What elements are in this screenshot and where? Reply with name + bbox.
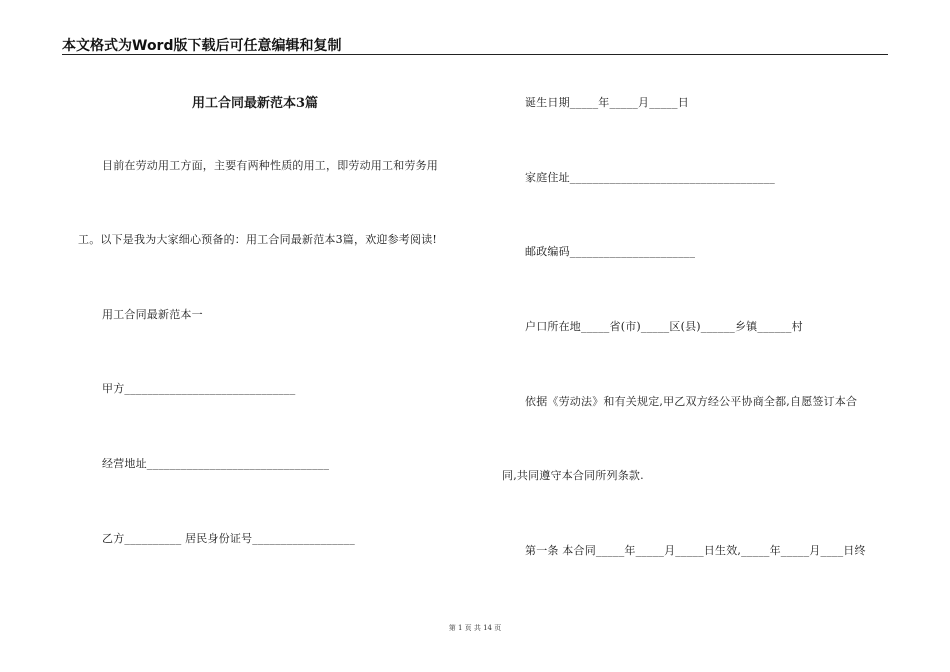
- party-a-line: 甲方______________________________: [102, 382, 296, 395]
- party-b-line: 乙方__________ 居民身份证号__________________: [102, 532, 355, 545]
- birth-date-line: 诞生日期_____年_____月_____日: [525, 96, 689, 109]
- section-title: 用工合同最新范本一: [102, 308, 203, 321]
- business-address-line: 经营地址________________________________: [102, 457, 330, 470]
- intro-line-1: 目前在劳动用工方面，主要有两种性质的用工，即劳动用工和劳务用: [102, 159, 438, 172]
- page-header: [62, 35, 888, 55]
- article-one-line: 第一条 本合同_____年_____月_____日生效,_____年_____月____日终: [525, 544, 866, 557]
- home-address-line: 家庭住址____________________________________: [525, 171, 775, 184]
- page-footer: 第 1 页 共 14 页: [448, 624, 502, 632]
- intro-line-2: 工。以下是我为大家细心预备的：用工合同最新范本3篇，欢迎参考阅读!: [78, 233, 438, 246]
- household-location-line: 户口所在地_____省(市)_____区(县)______乡镇______村: [525, 320, 803, 333]
- basis-line-1: 依据《劳动法》和有关规定,甲乙双方经公平协商全都,自愿签订本合: [525, 395, 858, 408]
- postal-code-line: 邮政编码______________________: [525, 245, 696, 258]
- document-title: 用工合同最新范本3篇: [192, 96, 319, 111]
- header-text: 本文格式为Word版下载后可任意编辑和复制: [62, 38, 342, 54]
- basis-line-2: 同,共同遵守本合同所列条款.: [502, 469, 644, 482]
